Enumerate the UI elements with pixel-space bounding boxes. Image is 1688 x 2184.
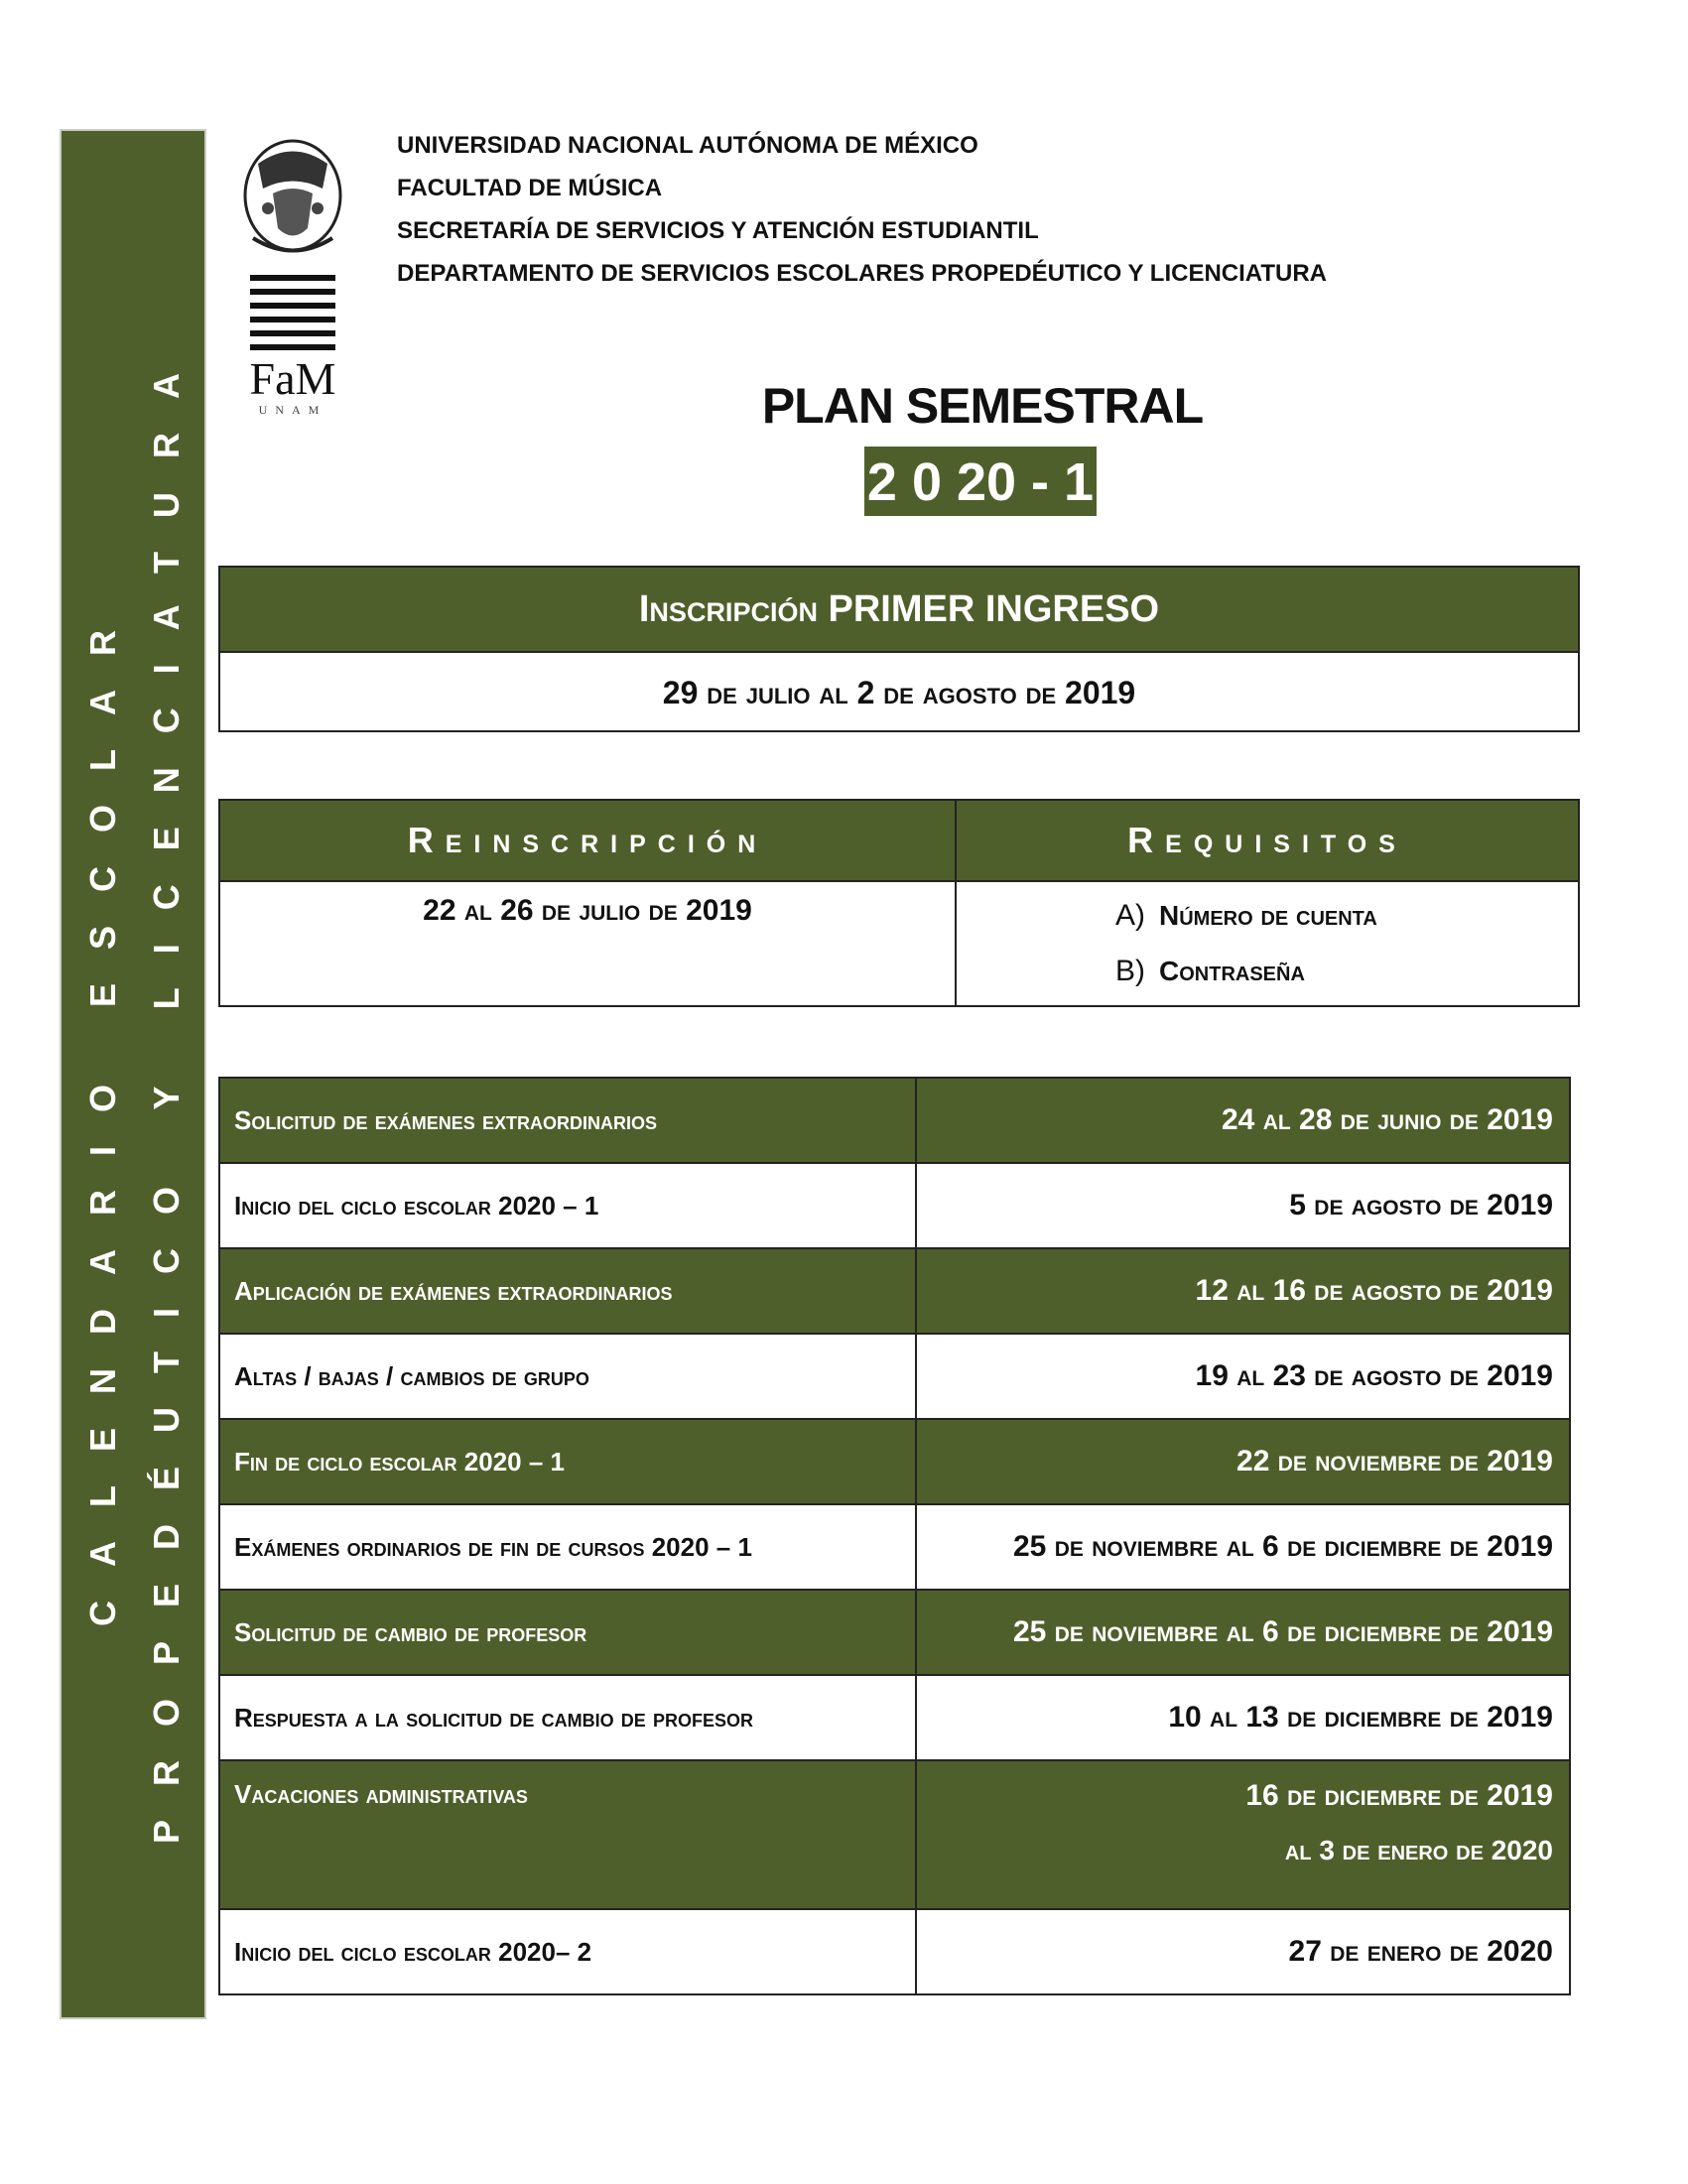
unam-text: UNAM [258, 403, 327, 417]
reinscripcion-column [220, 801, 957, 1005]
header-line-department: DEPARTAMENTO DE SERVICIOS ESCOLARES PROPEDÉUTICO Y LICENCIATURA [397, 260, 1328, 287]
institution-header [397, 124, 1327, 295]
table-row [219, 1675, 1570, 1760]
inscripcion-heading: Inscripción PRIMER INGRESO [220, 568, 1578, 653]
requisito-item [957, 944, 1578, 999]
event-cell: Solicitud de cambio de profesor [219, 1590, 916, 1675]
requisito-text: Número de cuenta [1159, 900, 1377, 931]
event-cell: Respuesta a la solicitud de cambio de profesor [219, 1675, 916, 1760]
calendar-table [218, 1077, 1571, 1995]
plan-year-badge: 2 0 20 - 1 [864, 447, 1097, 516]
table-row [219, 1909, 1570, 1994]
sidebar-title: CALENDARIO ESCOLAR [82, 595, 123, 1627]
requisito-text: Contraseña [1159, 956, 1305, 986]
inscripcion-dates: 29 de julio al 2 de agosto de 2019 [662, 675, 1136, 710]
table-row [219, 1163, 1570, 1248]
inscripcion-box [218, 566, 1580, 732]
table-row [219, 1760, 1570, 1909]
table-row [219, 1419, 1570, 1504]
date-cell: 24 al 28 de junio de 2019 [916, 1078, 1570, 1163]
header-line-faculty: FACULTAD DE MÚSICA [397, 175, 663, 201]
table-row [219, 1504, 1570, 1590]
table-row [219, 1334, 1570, 1419]
date-cell: 5 de agosto de 2019 [916, 1163, 1570, 1248]
event-cell: Exámenes ordinarios de fin de cursos 2020 – 1 [219, 1504, 916, 1590]
requisito-letter: B) [1115, 955, 1145, 987]
date-end: al 3 de enero de 2020 [1284, 1835, 1553, 1865]
date-cell: 22 de noviembre de 2019 [916, 1419, 1570, 1504]
reinscripcion-heading: Reinscripción [220, 801, 955, 882]
event-cell: Inicio del ciclo escolar 2020– 2 [219, 1909, 916, 1994]
event-cell: Aplicación de exámenes extraordinarios [219, 1248, 916, 1334]
requisitos-heading: Requisitos [957, 801, 1578, 882]
unam-fam-logo [238, 134, 347, 417]
requisito-letter: A) [1115, 899, 1145, 932]
plan-title: PLAN SEMESTRAL [761, 378, 1204, 434]
requisitos-column [957, 801, 1578, 1005]
date-cell: 25 de noviembre al 6 de diciembre de 2019 [916, 1504, 1570, 1590]
fam-text: FaM [249, 353, 336, 404]
reinscripcion-box [218, 799, 1580, 1007]
requisito-item [957, 888, 1578, 944]
unam-seal-icon [245, 141, 340, 251]
event-cell: Fin de ciclo escolar 2020 – 1 [219, 1419, 916, 1504]
date-start: 16 de diciembre de 2019 [1245, 1779, 1553, 1812]
date-cell [916, 1760, 1570, 1909]
date-cell: 12 al 16 de agosto de 2019 [916, 1248, 1570, 1334]
event-cell: Altas / bajas / cambios de grupo [219, 1334, 916, 1419]
header-line-secretary: SECRETARÍA DE SERVICIOS Y ATENCIÓN ESTUDIANTIL [397, 217, 1039, 244]
table-row [219, 1248, 1570, 1334]
stripes-icon [250, 275, 335, 350]
date-cell: 25 de noviembre al 6 de diciembre de 2019 [916, 1590, 1570, 1675]
date-cell: 19 al 23 de agosto de 2019 [916, 1334, 1570, 1419]
date-cell: 10 al 13 de diciembre de 2019 [916, 1675, 1570, 1760]
table-row [219, 1078, 1570, 1163]
sidebar-subtitle: PROPEDÉUTICO Y LICENCIATURA [146, 338, 187, 1845]
header-line-university: UNIVERSIDAD NACIONAL AUTÓNOMA DE MÉXICO [397, 132, 978, 159]
table-row [219, 1590, 1570, 1675]
reinscripcion-dates: 22 al 26 de julio de 2019 [423, 894, 752, 927]
event-cell: Solicitud de exámenes extraordinarios [219, 1078, 916, 1163]
event-cell: Inicio del ciclo escolar 2020 – 1 [219, 1163, 916, 1248]
event-cell: Vacaciones administrativas [219, 1760, 916, 1909]
date-cell: 27 de enero de 2020 [916, 1909, 1570, 1994]
